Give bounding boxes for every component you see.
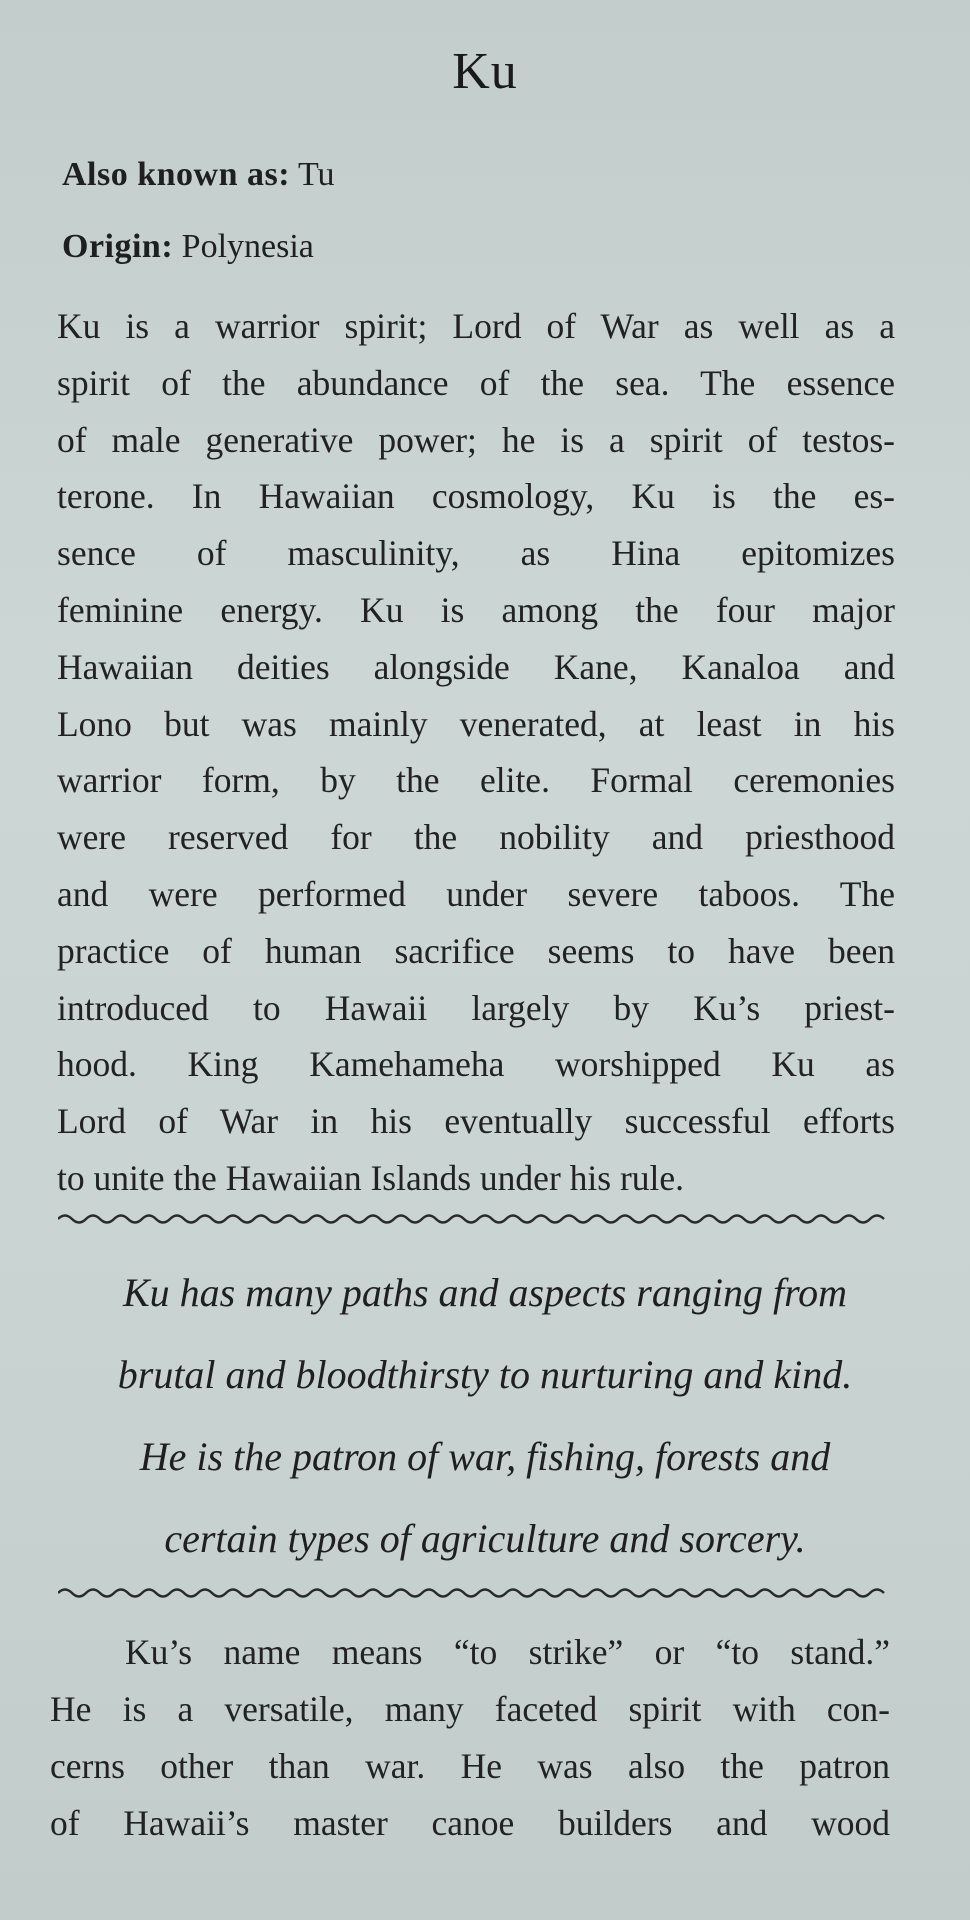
paragraph-line: introduced to Hawaii largely by Ku’s priest- (57, 987, 895, 1028)
paragraph-line: He is a versatile, many faceted spirit with con- (50, 1689, 890, 1729)
paragraph-line: feminine energy. Ku is among the four major (57, 589, 895, 630)
also-known-as-label: Also known as: (62, 156, 291, 193)
paragraph-line: Hawaiian deities alongside Kane, Kanaloa and (57, 646, 895, 687)
paragraph-line: of Hawaii’s master canoe builders and wood (50, 1803, 890, 1843)
pull-quote-line: certain types of agriculture and sorcery. (164, 1516, 806, 1561)
second-paragraph (50, 1624, 890, 1852)
paragraph-line: were reserved for the nobility and priesthood (57, 817, 895, 858)
paragraph-line: spirit of the abundance of the sea. The essence (57, 362, 895, 403)
entry-title: Ku (452, 43, 518, 100)
also-known-as-line (62, 156, 335, 194)
pull-quote-line: brutal and bloodthirsty to nurturing and kind. (117, 1352, 853, 1397)
main-paragraph (57, 298, 895, 1207)
pull-quote-line: He is the patron of war, fishing, forests and (139, 1434, 831, 1479)
paragraph-line: warrior form, by the elite. Formal ceremonies (57, 760, 895, 801)
paragraph-line: hood. King Kamehameha worshipped Ku as (57, 1044, 895, 1085)
paragraph-line: practice of human sacrifice seems to have been (57, 930, 895, 971)
origin-value: Polynesia (181, 228, 314, 265)
paragraph-line: cerns other than war. He was also the patron (50, 1746, 890, 1786)
paragraph-line: to unite the Hawaiian Islands under his rule. (57, 1157, 685, 1198)
pull-quote (0, 1252, 970, 1580)
paragraph-line: Ku is a warrior spirit; Lord of War as well as a (57, 306, 895, 346)
paragraph-line: Ku’s name means “to strike” or “to stand.” (125, 1632, 890, 1672)
origin-label: Origin: (62, 228, 174, 265)
origin-line (62, 228, 314, 266)
paragraph-line: terone. In Hawaiian cosmology, Ku is the es- (57, 476, 895, 517)
paragraph-line: and were performed under severe taboos. The (57, 873, 895, 914)
paragraph-line: Lord of War in his eventually successful efforts (57, 1101, 895, 1142)
paragraph-line: sence of masculinity, as Hina epitomizes (57, 533, 895, 574)
paragraph-line: Lono but was mainly venerated, at least in his (57, 703, 895, 744)
pull-quote-line: Ku has many paths and aspects ranging from (122, 1270, 848, 1315)
wavy-divider-bottom (58, 1582, 888, 1604)
also-known-as-value: Tu (297, 156, 335, 193)
wavy-divider-top (58, 1208, 888, 1230)
paragraph-line: of male generative power; he is a spirit of testos- (57, 419, 895, 460)
